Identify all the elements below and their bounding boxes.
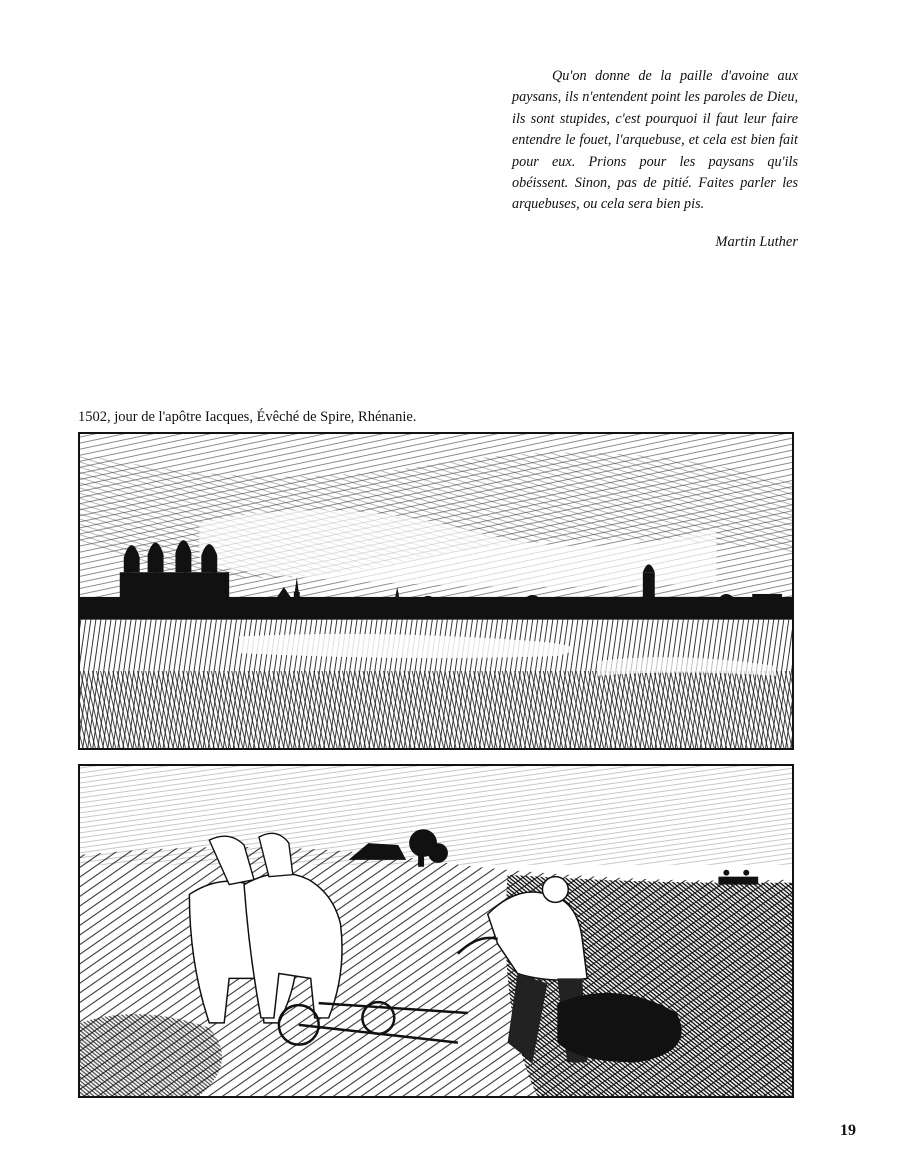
landscape-panel (78, 432, 794, 750)
page-number: 19 (840, 1122, 856, 1139)
plowing-panel (78, 764, 794, 1098)
panel-caption: 1502, jour de l'apôtre Iacques, Évêché de Spire, Rhénanie. (78, 409, 417, 425)
epigraph-attribution: Martin Luther (715, 234, 798, 250)
landscape-illustration (80, 434, 792, 748)
epigraph-quote: Qu'on donne de la paille d'avoine aux paysans, ils n'entendent point les paroles de Dieu, ils sont stupides, c'est pourquoi il faut leur faire entendre le fouet, l'arquebuse, et cela est bien fait pour eux. Prions pour les paysans qu'ils obéissent. Sinon, pas de pitié. Faites parler les arquebuses, ou cela sera bien pis. (512, 68, 798, 213)
plowing-illustration (80, 766, 792, 1096)
